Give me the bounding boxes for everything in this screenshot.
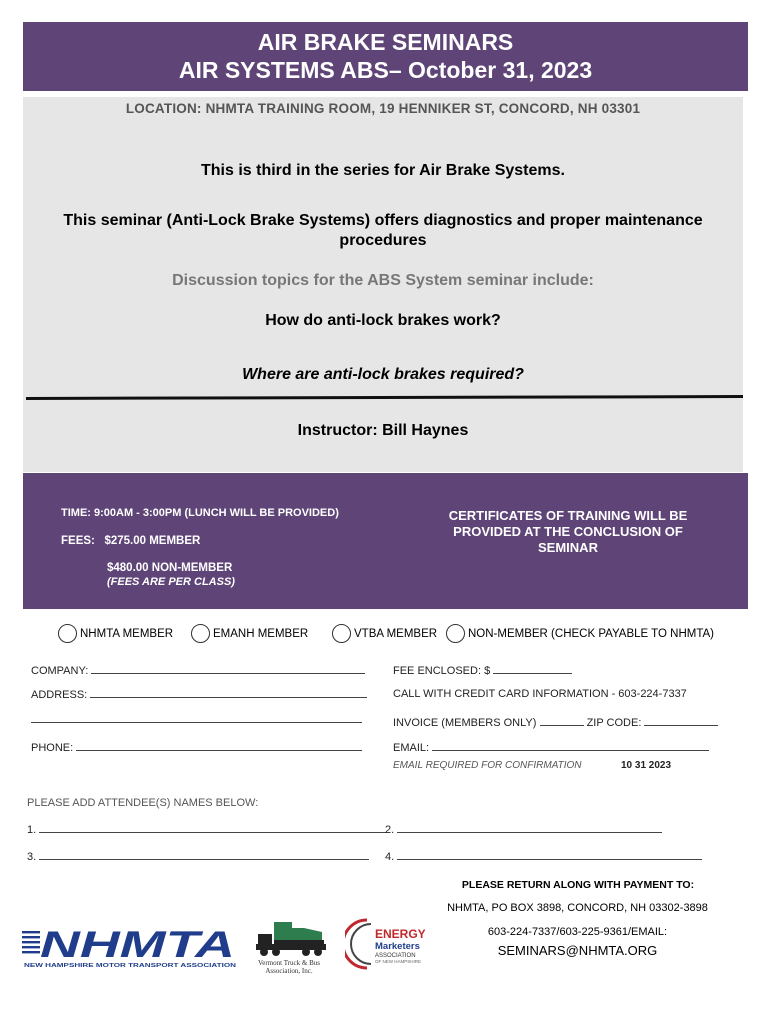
email-note: EMAIL REQUIRED FOR CONFIRMATION xyxy=(393,760,582,771)
fees-nonmember: $480.00 NON-MEMBER xyxy=(107,562,233,574)
return-heading: PLEASE RETURN ALONG WITH PAYMENT TO: xyxy=(461,879,695,891)
vtba-logo-line1: Vermont Truck & Bus xyxy=(257,959,321,967)
email-field[interactable] xyxy=(393,741,709,754)
title-line2: AIR SYSTEMS ABS– October 31, 2023 xyxy=(178,57,593,83)
return-phones: 603-224-7337/603-225-9361/EMAIL: xyxy=(487,926,668,938)
energy-logo-line4: OF NEW HAMPSHIRE xyxy=(375,959,422,964)
attendee-4-line[interactable] xyxy=(397,850,702,860)
company-label: COMPANY: xyxy=(31,665,89,677)
phone-field[interactable] xyxy=(31,741,362,754)
energy-logo-line2: Marketers xyxy=(375,941,420,952)
nhmta-logo-graphic xyxy=(22,925,238,971)
option-label: NON-MEMBER (CHECK PAYABLE TO NHMTA) xyxy=(468,627,714,640)
option-nhmta[interactable] xyxy=(58,624,173,643)
attendee-3-line[interactable] xyxy=(39,850,369,860)
phone-line[interactable] xyxy=(76,741,362,751)
attendee-3-label: 3. xyxy=(27,851,37,863)
fee-enclosed-label: FEE ENCLOSED: $ xyxy=(393,665,491,677)
fee-enclosed-field[interactable] xyxy=(393,664,572,677)
radio-circle[interactable] xyxy=(446,624,465,643)
attendee-2-field[interactable] xyxy=(385,823,662,836)
attendee-1-field[interactable] xyxy=(27,823,386,836)
location-text: LOCATION: NHMTA TRAINING ROOM, 19 HENNIKER ST, CONCORD, NH 03301 xyxy=(125,101,641,116)
invoice-line[interactable] xyxy=(540,716,584,726)
nhmta-logo-text: NHMTA xyxy=(40,925,235,965)
truck-icon xyxy=(248,918,330,976)
radio-circle[interactable] xyxy=(58,624,77,643)
company-line[interactable] xyxy=(91,664,365,674)
info-panel xyxy=(23,97,743,472)
phone-label: PHONE: xyxy=(31,742,74,754)
series-text: This is third in the series for Air Brake Systems. xyxy=(201,162,565,179)
invoice-field[interactable] xyxy=(393,716,718,729)
address-label: ADDRESS: xyxy=(31,689,88,701)
energy-marketers-logo xyxy=(345,916,425,977)
option-label: NHMTA MEMBER xyxy=(80,627,174,640)
option-vtba[interactable] xyxy=(332,624,437,643)
energy-swoosh-icon xyxy=(345,916,425,972)
invoice-label: INVOICE (MEMBERS ONLY) xyxy=(393,717,537,729)
company-field[interactable] xyxy=(31,664,365,677)
attendee-1-line[interactable] xyxy=(39,823,386,833)
attendees-label: PLEASE ADD ATTENDEE(S) NAMES BELOW: xyxy=(27,797,259,809)
certificate-text: CERTIFICATES OF TRAINING WILL BE PROVIDED AT THE CONCLUSION OF SEMINAR xyxy=(448,508,688,555)
email-line[interactable] xyxy=(432,741,709,751)
zip-label: ZIP CODE: xyxy=(586,717,642,729)
time-text: TIME: 9:00AM - 3:00PM (LUNCH WILL BE PROVIDED) xyxy=(61,507,339,519)
email-label: EMAIL: xyxy=(393,742,430,754)
vtba-logo-line2: Association, Inc. xyxy=(265,967,313,975)
option-emanh[interactable] xyxy=(191,624,308,643)
nhmta-logo-subtext: NEW HAMPSHIRE MOTOR TRANSPORT ASSOCIATION xyxy=(24,963,237,969)
attendee-4-label: 4. xyxy=(385,851,395,863)
energy-logo-line1: ENERGY xyxy=(375,927,425,941)
radio-circle[interactable] xyxy=(332,624,351,643)
topic-1: How do anti-lock brakes work? xyxy=(265,312,501,329)
divider xyxy=(26,395,743,400)
option-nonmember[interactable] xyxy=(446,624,714,643)
attendee-2-label: 2. xyxy=(385,824,395,836)
option-label: EMANH MEMBER xyxy=(213,627,309,640)
address-line-2[interactable] xyxy=(31,713,362,723)
topics-intro: Discussion topics for the ABS System seminar include: xyxy=(172,272,594,289)
radio-circle[interactable] xyxy=(191,624,210,643)
vtba-logo xyxy=(248,918,330,981)
fees-note: (FEES ARE PER CLASS) xyxy=(107,576,235,588)
attendee-1-label: 1. xyxy=(27,824,37,836)
details-panel xyxy=(23,473,748,609)
address-field-2[interactable] xyxy=(31,713,362,726)
return-email[interactable]: SEMINARS@NHMTA.ORG xyxy=(497,943,658,958)
fees-member: FEES: $275.00 MEMBER xyxy=(61,535,201,547)
energy-logo-line3: ASSOCIATION xyxy=(375,953,416,959)
topic-2: Where are anti-lock brakes required? xyxy=(242,366,524,383)
nhmta-logo xyxy=(22,925,238,976)
option-label: VTBA MEMBER xyxy=(354,627,438,640)
header-banner xyxy=(23,22,748,91)
attendee-3-field[interactable] xyxy=(27,850,369,863)
attendee-4-field[interactable] xyxy=(385,850,702,863)
zip-line[interactable] xyxy=(644,716,718,726)
seminar-description: This seminar (Anti-Lock Brake Systems) offers diagnostics and proper maintenance procedures xyxy=(63,212,703,249)
fee-enclosed-line[interactable] xyxy=(493,664,572,674)
attendee-2-line[interactable] xyxy=(397,823,662,833)
address-field[interactable] xyxy=(31,688,367,701)
address-line[interactable] xyxy=(90,688,367,698)
return-address: NHMTA, PO BOX 3898, CONCORD, NH 03302-3898 xyxy=(447,902,708,914)
date-code: 10 31 2023 xyxy=(621,760,672,771)
call-cc-text: CALL WITH CREDIT CARD INFORMATION - 603-224-7337 xyxy=(393,688,687,700)
title-line1: AIR BRAKE SEMINARS xyxy=(257,29,514,55)
instructor-text: Instructor: Bill Haynes xyxy=(297,422,469,439)
